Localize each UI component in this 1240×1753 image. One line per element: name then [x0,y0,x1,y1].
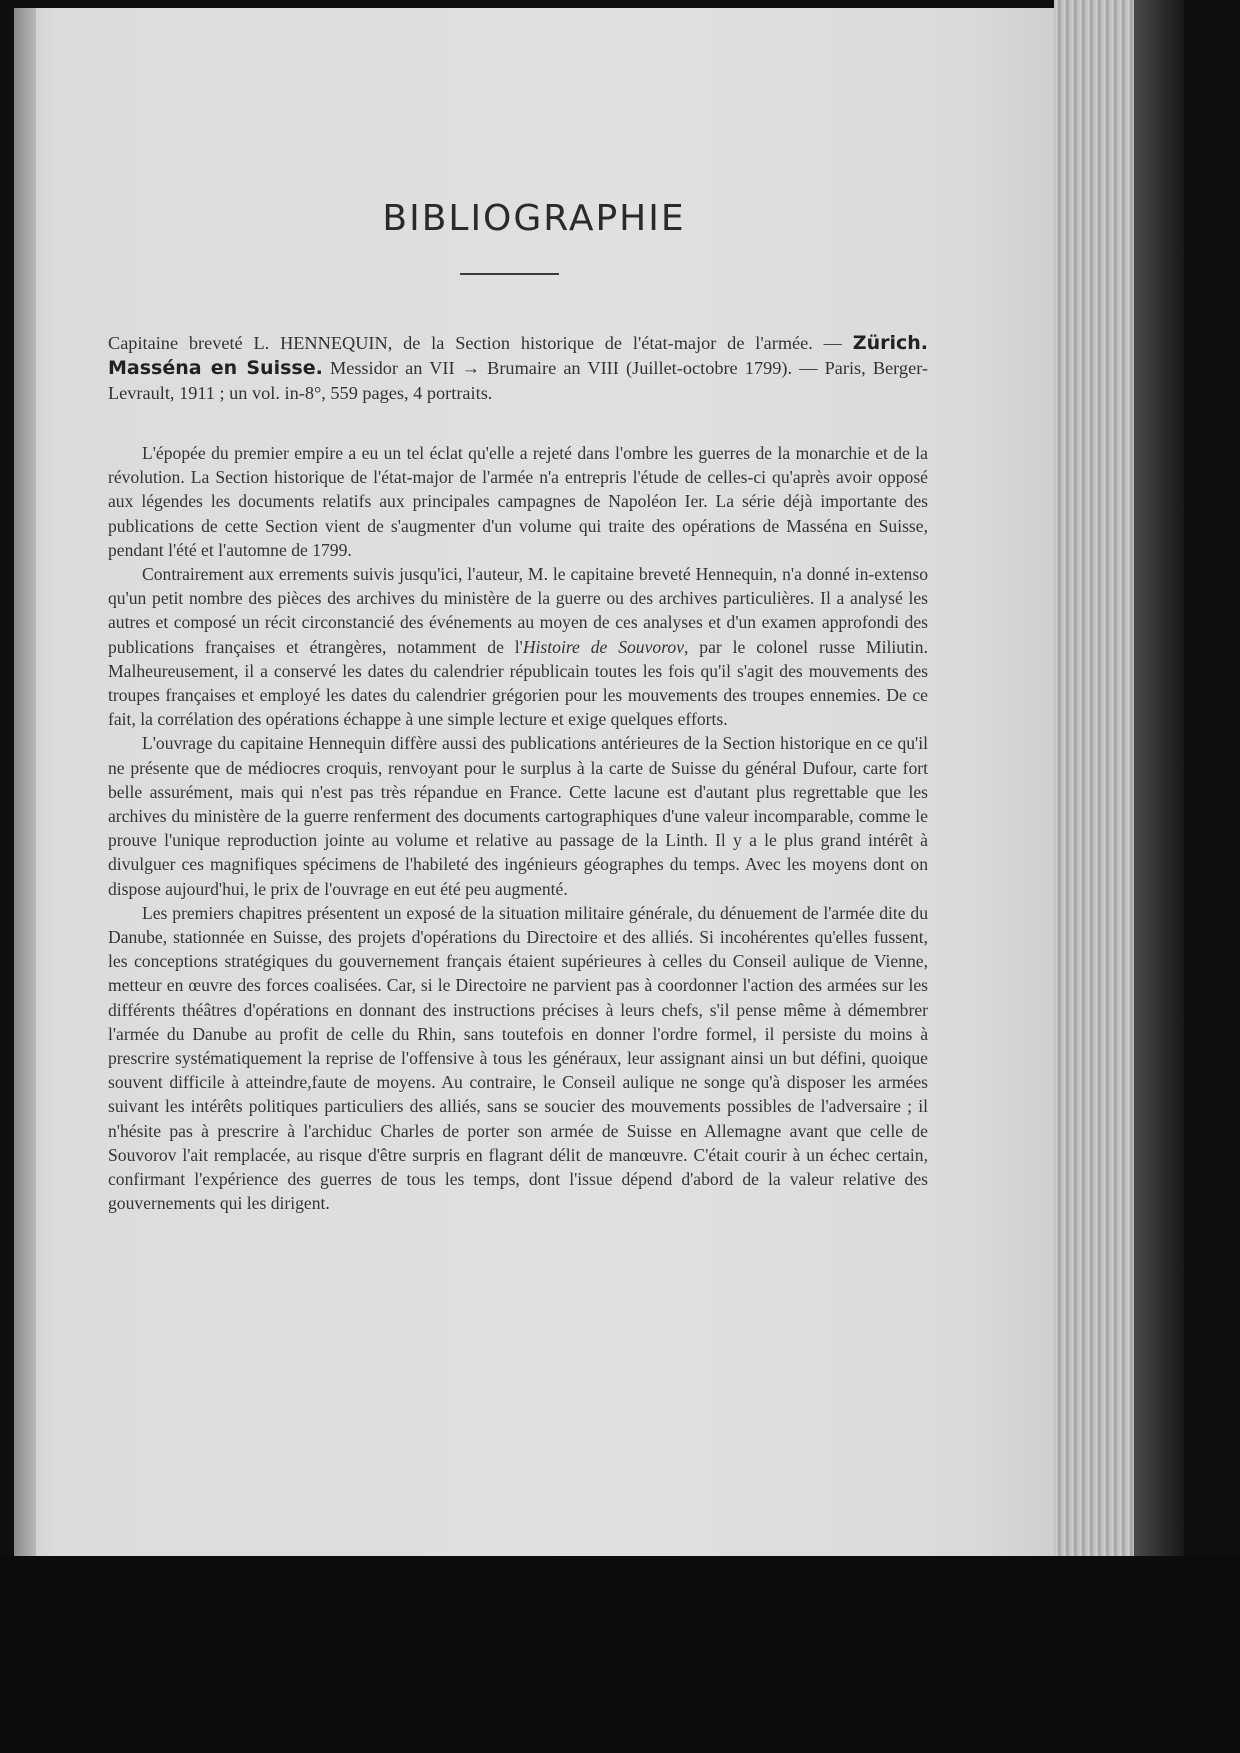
bibliographic-citation [108,331,928,406]
book-binding [1134,0,1184,1600]
paragraph-4: Les premiers chapitres présentent un exposé de la situation militaire générale, du dénuement de l'armée dite du Danube, stationnée en Suisse, des projets d'opérations du Directoire et des alliés. Si incohérentes qu'elles fussent, les conceptions stratégiques du gouvernement français étaient supérieures à celles du Conseil aulique de Vienne, metteur en œuvre des forces coalisées. Car, si le Directoire ne parvient pas à coordonner l'action des armées sur les différents théâtres d'opérations en donnant des instructions précises à leurs chefs, s'il pense même à démembrer l'armée du Danube au profit de celle du Rhin, sans toutefois en donner l'ordre formel, il persiste du moins à prescrire systématiquement la reprise de l'offensive à tous les généraux, leur assignant ainsi un but défini, quoique souvent difficile à atteindre,faute de moyens. Au contraire, le Conseil aulique ne songe qu'à disposer les armées suivant les intérêts politiques particuliers des alliés, sans se soucier des mouvements possibles de l'adversaire ; il n'hésite pas à prescrire à l'archiduc Charles de porter son armée de Suisse en Allemagne avant que celle de Souvorov l'ait remplacée, au risque d'être surpris en flagrant délit de manœuvre. C'était courir à un échec certain, confirmant l'expérience des guerres de tous les temps, dont l'issue dépend d'abord de la valeur relative des gouvernements qui les dirigent. [108,902,928,1214]
paragraph-1: L'épopée du premier empire a eu un tel éclat qu'elle a rejeté dans l'ombre les guerres de la monarchie et de la révolution. La Section historique de l'état-major de l'armée n'a entrepris l'étude de celles-ci qu'après avoir opposé aux légendes les documents relatifs aux principales campagnes de Napoléon Ier. La série déjà importante des publications de cette Section vient de s'augmenter d'un volume qui traite des opérations de Masséna en Suisse, pendant l'été et l'automne de 1799. [108,443,928,560]
stacked-page-edges [1054,0,1134,1560]
review-body [108,441,928,1216]
paragraph-3: L'ouvrage du capitaine Hennequin diffère aussi des publications antérieures de la Section historique en ce qu'il ne présente que de médiocres croquis, renvoyant pour le surplus à la carte de Suisse du général Dufour, carte fort belle assurément, mais qui n'est pas très répandue en France. Cette lacune est d'autant plus regrettable que les archives du ministère de la guerre renferment des documents cartographiques d'une valeur incomparable, comme le prouve l'unique reproduction jointe au volume et relative au passage de la Linth. Il y a le plus grand intérêt à divulguer ces magnifiques spécimens de l'habileté des ingénieurs géographes du temps. Avec les moyens dont on dispose aujourd'hui, le prix de l'ouvrage en eut été peu augmenté. [108,733,928,899]
page-heading: BIBLIOGRAPHIE [382,198,686,239]
scanner-background [0,1556,1240,1753]
paragraph-2-text-b: , par le colonel russe Miliutin. Malheureusement, il a conservé les dates du calendrier républicain toutes les fois qu'il s'agit des mouvements des troupes françaises et employé les dates du calendrier grégorien pour les mouvements des troupes ennemies. De ce fait, la corrélation des opérations échappe à une simple lecture et exige quelques efforts. [108,636,929,730]
paragraph-2 [108,562,928,731]
paragraph-2-book-title: Histoire de Souvorov [522,636,685,657]
citation-author-prefix: Capitaine breveté L. [108,333,281,353]
citation-author-suffix: , de la Section historique de l'état-major de l'armée. — [387,333,842,353]
heading-divider [460,273,559,275]
citation-details: Messidor an VII → Brumaire an VIII (Juillet-octobre 1799). — Paris, Berger-Levrault, 1911 ; un vol. in-8°, 559 pages, 4 portraits. [108,358,928,403]
paragraph-2-text-a: Contrairement aux errements suivis jusqu'ici, l'auteur, M. le capitaine breveté Hennequin, n'a donné in-extenso qu'un petit nombre des pièces des archives du ministère de la guerre ou des archives particulières. Il a analysé les autres et composé un récit circonstancié des événements au moyen de ces analyses et d'un examen approfondi des publications françaises et étrangères, notamment de l' [108,564,928,657]
citation-author-name: HENNEQUIN [280,333,388,353]
book-page [14,8,1054,1556]
page-gutter-shadow [14,8,36,1556]
citation-title: Zürich. Masséna en Suisse. [108,332,928,379]
